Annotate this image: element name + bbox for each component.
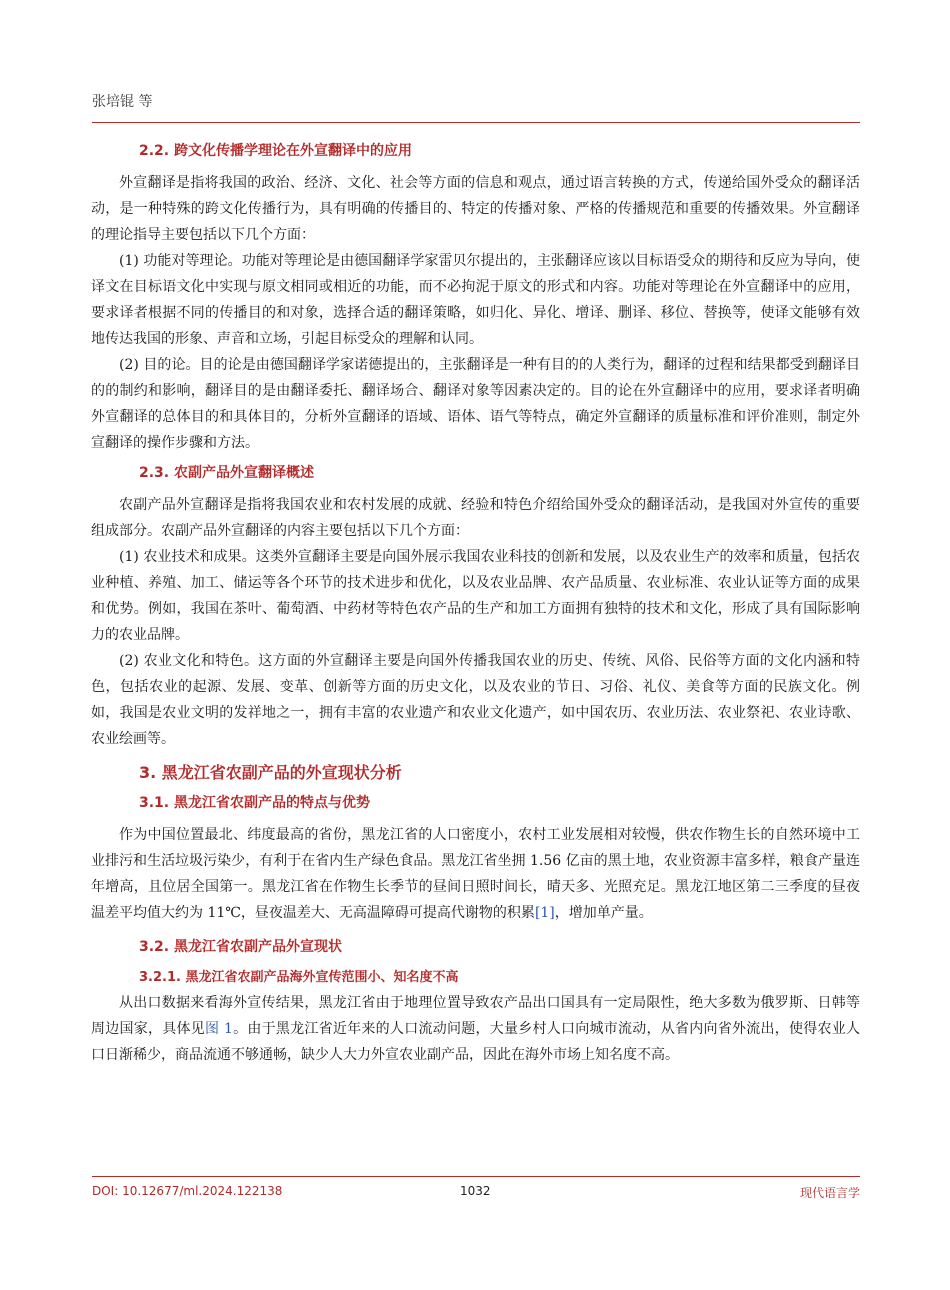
section-3-2-1-title: 3.2.1. 黑龙江省农副产品海外宣传范围小、知名度不高	[139, 970, 459, 985]
section-3-1-title: 3.1. 黑龙江省农副产品的特点与优势	[139, 795, 370, 811]
reference-link-1[interactable]: [1]	[534, 905, 555, 921]
section-3-2-1-text-b: 。由于黑龙江省近年来的人口流动问题，大量乡村人口向城市流动，从省内向省外流出，使得农业人口日渐稀少，商品流通不够通畅，缺少人大力外宣农业副产品，因此在海外市场上知名度不高。	[91, 1021, 861, 1063]
section-2-2-paragraph-1: 外宣翻译是指将我国的政治、经济、文化、社会等方面的信息和观点，通过语言转换的方式，传递给国外受众的翻译活动，是一种特殊的跨文化传播行为，具有明确的传播目的、特定的传播对象、严格的传播规范和重要的传播效果。外宣翻译的理论指导主要包括以下几个方面：	[91, 175, 860, 243]
footer-doi[interactable]: DOI: 10.12677/ml.2024.122138	[92, 1184, 283, 1198]
running-header-author: 张培锟 等	[92, 94, 153, 110]
section-2-2-title: 2.2. 跨文化传播学理论在外宣翻译中的应用	[139, 143, 412, 159]
footer-divider	[92, 1176, 860, 1177]
footer-page-number: 1032	[460, 1184, 491, 1198]
section-3-1-text-a: 作为中国位置最北、纬度最高的省份，黑龙江省的人口密度小，农村工业发展相对较慢，供农作物生长的自然环境中工业排污和生活垃圾污染少，有利于在省内生产绿色食品。黑龙江省坐拥 1.56 亿亩的黑土地，农业资源丰富多样，粮食产量连年增高，且位居全国第一。黑龙江省在作物生长季节的昼间日照时间长，晴天多、光照充足。黑龙江地区第二三季度的昼夜温差平均值大约为 11℃，昼夜温差大、无高温障碍可提高代谢物的积累	[91, 827, 860, 921]
section-2-3-paragraph-1: 农副产品外宣翻译是指将我国农业和农村发展的成就、经验和特色介绍给国外受众的翻译活动，是我国对外宣传的重要组成部分。农副产品外宣翻译的内容主要包括以下几个方面：	[91, 497, 860, 539]
section-3-title: 3. 黑龙江省农副产品的外宣现状分析	[139, 763, 402, 782]
article-body	[91, 138, 861, 1068]
section-3-1-text-b: ，增加单产量。	[554, 905, 653, 921]
section-2-2-paragraph-2: (1) 功能对等理论。功能对等理论是由德国翻译学家雷贝尔提出的，主张翻译应该以目标语受众的期待和反应为导向，使译文在目标语文化中实现与原文相同或相近的功能，而不必拘泥于原文的形式和内容。功能对等理论在外宣翻译中的应用，要求译者根据不同的传播目的和对象，选择合适的翻译策略，如归化、异化、增译、删译、移位、替换等，使译文能够有效地传达我国的形象、声音和立场，引起目标受众的理解和认同。	[91, 253, 860, 347]
section-3-2-title: 3.2. 黑龙江省农副产品外宣现状	[139, 939, 342, 955]
section-3-2-1-text-a: 从出口数据来看海外宣传结果，黑龙江省由于地理位置导致农产品出口国具有一定局限性，绝大多数为俄罗斯、日韩等周边国家，具体见	[91, 995, 860, 1037]
footer-journal-name: 现代语言学	[799, 1186, 860, 1200]
section-2-3-title: 2.3. 农副产品外宣翻译概述	[139, 465, 314, 481]
section-2-2-paragraph-3: (2) 目的论。目的论是由德国翻译学家诺德提出的，主张翻译是一种有目的的人类行为，翻译的过程和结果都受到翻译目的的制约和影响，翻译目的是由翻译委托、翻译场合、翻译对象等因素决定的。目的论在外宣翻译中的应用，要求译者明确外宣翻译的总体目的和具体目的，分析外宣翻译的语域、语体、语气等特点，确定外宣翻译的质量标准和评价准则，制定外宣翻译的操作步骤和方法。	[91, 357, 860, 451]
section-3-2-1-paragraph-1	[91, 990, 860, 1068]
header-divider	[92, 122, 860, 123]
section-2-3-paragraph-2: (1) 农业技术和成果。这类外宣翻译主要是向国外展示我国农业科技的创新和发展，以及农业生产的效率和质量，包括农业种植、养殖、加工、储运等各个环节的技术进步和优化，以及农业品牌、农产品质量、农业标准、农业认证等方面的成果和优势。例如，我国在茶叶、葡萄酒、中药材等特色农产品的生产和加工方面拥有独特的技术和文化，形成了具有国际影响力的农业品牌。	[91, 549, 860, 643]
section-2-3-paragraph-3: (2) 农业文化和特色。这方面的外宣翻译主要是向国外传播我国农业的历史、传统、风俗、民俗等方面的文化内涵和特色，包括农业的起源、发展、变革、创新等方面的历史文化，以及农业的节日、习俗、礼仪、美食等方面的民族文化。例如，我国是农业文明的发祥地之一，拥有丰富的农业遗产和农业文化遗产，如中国农历、农业历法、农业祭祀、农业诗歌、农业绘画等。	[91, 653, 860, 747]
section-3-1-paragraph-1	[91, 822, 860, 926]
figure-1-link[interactable]: 图 1	[205, 1021, 233, 1037]
